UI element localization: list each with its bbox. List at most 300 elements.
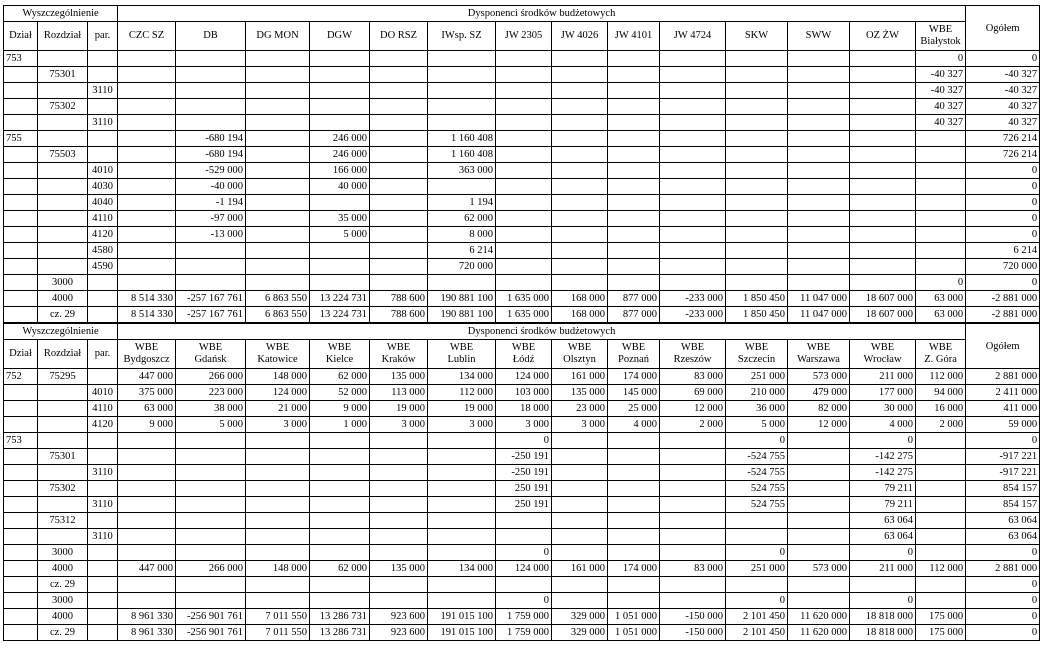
rozdzial-cell: 4000 <box>38 609 88 625</box>
value-cell <box>726 195 788 211</box>
value-cell: 573 000 <box>788 561 850 577</box>
value-cell: 145 000 <box>608 385 660 401</box>
value-cell <box>552 99 608 115</box>
value-cell <box>788 195 850 211</box>
rozdzial-cell <box>38 529 88 545</box>
table-row <box>4 99 1040 115</box>
value-cell: 82 000 <box>788 401 850 417</box>
value-cell: 211 000 <box>850 369 916 385</box>
dzial-cell <box>4 513 38 529</box>
total-cell: 0 <box>966 545 1040 561</box>
value-cell: -13 000 <box>176 227 246 243</box>
dzial-cell <box>4 307 38 324</box>
total-cell: 411 000 <box>966 401 1040 417</box>
total-cell: 0 <box>966 195 1040 211</box>
value-cell <box>310 433 370 449</box>
header-line: Białystok <box>920 36 961 47</box>
par-cell: 4110 <box>88 401 118 417</box>
value-cell <box>608 243 660 259</box>
header-par: par. <box>88 340 118 369</box>
table-row <box>4 275 1040 291</box>
rozdzial-cell <box>38 417 88 433</box>
value-cell <box>916 513 966 529</box>
value-cell <box>608 227 660 243</box>
value-cell <box>370 195 428 211</box>
value-cell <box>118 529 176 545</box>
value-cell <box>428 513 496 529</box>
value-cell: 63 064 <box>850 529 916 545</box>
table-row <box>4 227 1040 243</box>
value-cell: 266 000 <box>176 561 246 577</box>
value-cell: -1 194 <box>176 195 246 211</box>
header-column: DO RSZ <box>370 22 428 51</box>
value-cell: 40 000 <box>310 179 370 195</box>
value-cell <box>660 513 726 529</box>
value-cell <box>726 131 788 147</box>
table-row <box>4 131 1040 147</box>
rozdzial-cell <box>38 227 88 243</box>
header-group: Wyszczególnienie <box>4 6 118 22</box>
header-line: WBE <box>327 342 352 353</box>
value-cell <box>310 115 370 131</box>
dzial-cell <box>4 259 38 275</box>
value-cell: 5 000 <box>310 227 370 243</box>
value-cell: 135 000 <box>370 561 428 577</box>
value-cell <box>552 67 608 83</box>
dzial-cell: 752 <box>4 369 38 385</box>
par-cell: 4010 <box>88 163 118 179</box>
header-row <box>4 6 1040 22</box>
value-cell <box>552 211 608 227</box>
value-cell <box>176 497 246 513</box>
header-column <box>608 340 660 369</box>
value-cell <box>496 513 552 529</box>
dzial-cell <box>4 417 38 433</box>
header-line: WBE <box>265 342 290 353</box>
dzial-cell <box>4 211 38 227</box>
value-cell <box>176 433 246 449</box>
value-cell <box>850 227 916 243</box>
value-cell: 166 000 <box>310 163 370 179</box>
value-cell: 923 600 <box>370 625 428 641</box>
value-cell <box>310 529 370 545</box>
table-row <box>4 401 1040 417</box>
table-row <box>4 465 1040 481</box>
table-row <box>4 561 1040 577</box>
value-cell: 1 635 000 <box>496 307 552 324</box>
dzial-cell: 753 <box>4 51 38 67</box>
value-cell: -524 755 <box>726 465 788 481</box>
dzial-cell <box>4 163 38 179</box>
value-cell <box>660 99 726 115</box>
value-cell <box>246 67 310 83</box>
value-cell <box>310 259 370 275</box>
value-cell <box>788 67 850 83</box>
value-cell <box>176 513 246 529</box>
header-line: Warszawa <box>797 354 840 365</box>
rozdzial-cell <box>38 243 88 259</box>
total-cell: 0 <box>966 163 1040 179</box>
value-cell <box>608 465 660 481</box>
value-cell <box>118 275 176 291</box>
value-cell <box>660 481 726 497</box>
value-cell <box>726 577 788 593</box>
rozdzial-cell: 75301 <box>38 67 88 83</box>
total-cell: 40 327 <box>966 99 1040 115</box>
value-cell <box>370 179 428 195</box>
value-cell <box>118 465 176 481</box>
value-cell <box>726 99 788 115</box>
total-cell: 0 <box>966 433 1040 449</box>
value-cell <box>370 259 428 275</box>
header-line: WBE <box>621 342 646 353</box>
value-cell: 62 000 <box>428 211 496 227</box>
value-cell <box>496 259 552 275</box>
value-cell: -680 194 <box>176 147 246 163</box>
value-cell: 447 000 <box>118 369 176 385</box>
value-cell <box>552 481 608 497</box>
table-row <box>4 259 1040 275</box>
rozdzial-cell <box>38 115 88 131</box>
value-cell: 19 000 <box>428 401 496 417</box>
value-cell: 11 620 000 <box>788 609 850 625</box>
par-cell: 4120 <box>88 417 118 433</box>
value-cell <box>660 67 726 83</box>
value-cell <box>788 465 850 481</box>
value-cell <box>246 593 310 609</box>
header-column <box>788 340 850 369</box>
value-cell <box>496 275 552 291</box>
par-cell: 3110 <box>88 83 118 99</box>
par-cell <box>88 67 118 83</box>
rozdzial-cell: 75295 <box>38 369 88 385</box>
dzial-cell <box>4 115 38 131</box>
par-cell: 4590 <box>88 259 118 275</box>
value-cell <box>246 195 310 211</box>
value-cell: 8 961 330 <box>118 609 176 625</box>
value-cell <box>176 115 246 131</box>
total-cell: 0 <box>966 609 1040 625</box>
value-cell <box>916 131 966 147</box>
value-cell <box>552 275 608 291</box>
total-cell: -917 221 <box>966 449 1040 465</box>
value-cell: -250 191 <box>496 465 552 481</box>
value-cell <box>552 497 608 513</box>
dzial-cell <box>4 625 38 641</box>
total-cell: 0 <box>966 179 1040 195</box>
value-cell <box>310 195 370 211</box>
value-cell <box>118 99 176 115</box>
par-cell: 3110 <box>88 497 118 513</box>
value-cell: 113 000 <box>370 385 428 401</box>
header-line: WBE <box>198 342 223 353</box>
value-cell <box>850 211 916 227</box>
value-cell: 63 000 <box>916 307 966 324</box>
value-cell <box>608 497 660 513</box>
table-row <box>4 51 1040 67</box>
value-cell: 174 000 <box>608 369 660 385</box>
value-cell <box>850 83 916 99</box>
value-cell: 250 191 <box>496 497 552 513</box>
value-cell: -233 000 <box>660 307 726 324</box>
par-cell: 3110 <box>88 465 118 481</box>
value-cell: 23 000 <box>552 401 608 417</box>
value-cell <box>608 67 660 83</box>
value-cell: 1 160 408 <box>428 147 496 163</box>
header-row <box>4 323 1040 340</box>
table-row <box>4 513 1040 529</box>
value-cell <box>370 481 428 497</box>
value-cell: 177 000 <box>850 385 916 401</box>
header-line: Katowice <box>257 354 298 365</box>
value-cell: 124 000 <box>496 369 552 385</box>
value-cell <box>496 83 552 99</box>
value-cell <box>176 449 246 465</box>
value-cell: 191 015 100 <box>428 625 496 641</box>
value-cell: 52 000 <box>310 385 370 401</box>
value-cell <box>850 67 916 83</box>
value-cell <box>118 577 176 593</box>
value-cell <box>246 243 310 259</box>
value-cell <box>850 259 916 275</box>
header-column <box>660 340 726 369</box>
value-cell <box>118 227 176 243</box>
value-cell <box>608 275 660 291</box>
value-cell <box>118 195 176 211</box>
value-cell <box>246 513 310 529</box>
par-cell <box>88 609 118 625</box>
value-cell <box>788 131 850 147</box>
value-cell: 0 <box>916 51 966 67</box>
value-cell: 112 000 <box>428 385 496 401</box>
value-cell <box>552 433 608 449</box>
value-cell: 18 607 000 <box>850 307 916 324</box>
value-cell: 62 000 <box>310 369 370 385</box>
value-cell: 168 000 <box>552 291 608 307</box>
value-cell <box>496 195 552 211</box>
value-cell <box>916 163 966 179</box>
header-line: Łódź <box>512 354 535 365</box>
value-cell: 0 <box>496 433 552 449</box>
par-cell <box>88 433 118 449</box>
value-cell <box>916 433 966 449</box>
value-cell <box>850 179 916 195</box>
value-cell <box>788 83 850 99</box>
total-cell: 2 881 000 <box>966 561 1040 577</box>
value-cell: 168 000 <box>552 307 608 324</box>
total-cell: 2 881 000 <box>966 369 1040 385</box>
value-cell: 7 011 550 <box>246 625 310 641</box>
value-cell <box>850 163 916 179</box>
value-cell <box>788 529 850 545</box>
value-cell: 79 211 <box>850 481 916 497</box>
rozdzial-cell: 75312 <box>38 513 88 529</box>
value-cell <box>660 83 726 99</box>
value-cell <box>246 497 310 513</box>
rozdzial-cell <box>38 385 88 401</box>
dzial-cell <box>4 545 38 561</box>
value-cell: 40 327 <box>916 99 966 115</box>
value-cell <box>552 163 608 179</box>
value-cell <box>726 227 788 243</box>
value-cell <box>428 577 496 593</box>
value-cell <box>370 51 428 67</box>
header-rozdzial: Rozdział <box>38 22 88 51</box>
value-cell: 246 000 <box>310 131 370 147</box>
header-column <box>726 340 788 369</box>
value-cell <box>608 211 660 227</box>
value-cell <box>246 529 310 545</box>
rozdzial-cell: 3000 <box>38 593 88 609</box>
value-cell <box>428 481 496 497</box>
header-line: Rzeszów <box>673 354 712 365</box>
value-cell <box>370 545 428 561</box>
rozdzial-cell: 75503 <box>38 147 88 163</box>
value-cell <box>788 147 850 163</box>
value-cell <box>176 545 246 561</box>
header-dysponenci: Dysponenci środków budżetowych <box>118 6 966 22</box>
value-cell: 573 000 <box>788 369 850 385</box>
par-cell <box>88 513 118 529</box>
value-cell <box>552 51 608 67</box>
value-cell: 223 000 <box>176 385 246 401</box>
par-cell <box>88 577 118 593</box>
rozdzial-cell: 3000 <box>38 275 88 291</box>
value-cell: 6 863 550 <box>246 307 310 324</box>
table-row <box>4 449 1040 465</box>
value-cell <box>552 513 608 529</box>
value-cell <box>370 243 428 259</box>
value-cell: 12 000 <box>788 417 850 433</box>
value-cell <box>310 481 370 497</box>
value-cell <box>246 465 310 481</box>
value-cell: 18 607 000 <box>850 291 916 307</box>
table-row <box>4 243 1040 259</box>
value-cell <box>246 545 310 561</box>
dzial-cell <box>4 529 38 545</box>
value-cell: 788 600 <box>370 307 428 324</box>
dzial-cell <box>4 99 38 115</box>
rozdzial-cell: cz. 29 <box>38 307 88 324</box>
value-cell <box>176 529 246 545</box>
dzial-cell <box>4 179 38 195</box>
value-cell <box>726 67 788 83</box>
value-cell <box>496 179 552 195</box>
value-cell <box>370 83 428 99</box>
value-cell <box>370 529 428 545</box>
total-cell: -40 327 <box>966 83 1040 99</box>
value-cell <box>916 179 966 195</box>
value-cell <box>850 195 916 211</box>
value-cell <box>428 433 496 449</box>
value-cell: 1 850 450 <box>726 307 788 324</box>
dzial-cell <box>4 465 38 481</box>
value-cell: 9 000 <box>118 417 176 433</box>
value-cell: 12 000 <box>660 401 726 417</box>
value-cell <box>608 481 660 497</box>
par-cell: 4120 <box>88 227 118 243</box>
value-cell: 2 000 <box>916 417 966 433</box>
value-cell <box>118 497 176 513</box>
value-cell: 363 000 <box>428 163 496 179</box>
value-cell <box>726 147 788 163</box>
value-cell: 9 000 <box>310 401 370 417</box>
value-cell <box>608 179 660 195</box>
value-cell: 4 000 <box>608 417 660 433</box>
value-cell <box>608 51 660 67</box>
total-cell: 854 157 <box>966 497 1040 513</box>
value-cell <box>660 227 726 243</box>
value-cell: 0 <box>916 275 966 291</box>
value-cell <box>850 147 916 163</box>
rozdzial-cell <box>38 179 88 195</box>
value-cell <box>608 577 660 593</box>
value-cell: 8 000 <box>428 227 496 243</box>
value-cell: 877 000 <box>608 307 660 324</box>
value-cell <box>608 115 660 131</box>
value-cell <box>118 449 176 465</box>
value-cell <box>310 83 370 99</box>
header-column: DGW <box>310 22 370 51</box>
value-cell: 16 000 <box>916 401 966 417</box>
rozdzial-cell: 4000 <box>38 291 88 307</box>
value-cell <box>726 179 788 195</box>
value-cell <box>608 83 660 99</box>
value-cell <box>726 51 788 67</box>
rozdzial-cell: 75301 <box>38 449 88 465</box>
par-cell <box>88 625 118 641</box>
value-cell <box>916 593 966 609</box>
value-cell <box>176 593 246 609</box>
header-column: JW 4026 <box>552 22 608 51</box>
value-cell <box>118 131 176 147</box>
value-cell <box>788 481 850 497</box>
header-line: WBE <box>744 342 769 353</box>
value-cell <box>118 433 176 449</box>
header-dysponenci: Dysponenci środków budżetowych <box>118 323 966 340</box>
rozdzial-cell: 4000 <box>38 561 88 577</box>
value-cell: 63 000 <box>916 291 966 307</box>
total-cell: 2 411 000 <box>966 385 1040 401</box>
header-total: Ogółem <box>966 323 1040 369</box>
header-column: DG MON <box>246 22 310 51</box>
value-cell: 788 600 <box>370 291 428 307</box>
value-cell <box>608 529 660 545</box>
value-cell: -257 167 761 <box>176 291 246 307</box>
par-cell <box>88 291 118 307</box>
value-cell <box>726 83 788 99</box>
value-cell <box>916 449 966 465</box>
value-cell: 21 000 <box>246 401 310 417</box>
table-row <box>4 83 1040 99</box>
total-cell: 0 <box>966 227 1040 243</box>
rozdzial-cell <box>38 195 88 211</box>
header-line: WBE <box>386 342 411 353</box>
value-cell <box>118 593 176 609</box>
value-cell: 251 000 <box>726 561 788 577</box>
value-cell: 0 <box>496 545 552 561</box>
header-column <box>552 340 608 369</box>
value-cell: -97 000 <box>176 211 246 227</box>
value-cell <box>660 465 726 481</box>
header-line: Kraków <box>381 354 416 365</box>
value-cell <box>552 577 608 593</box>
value-cell <box>118 51 176 67</box>
par-cell: 4010 <box>88 385 118 401</box>
value-cell: 211 000 <box>850 561 916 577</box>
value-cell <box>370 163 428 179</box>
par-cell <box>88 369 118 385</box>
